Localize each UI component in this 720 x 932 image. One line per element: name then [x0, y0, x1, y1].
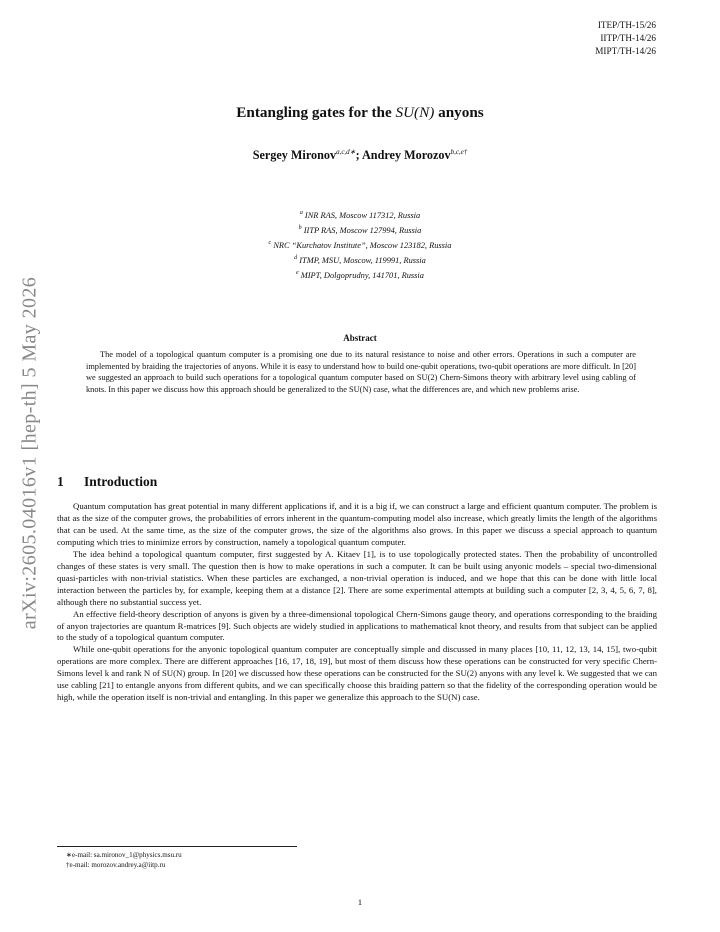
preprint-number: IITP/TH-14/26 [600, 33, 656, 43]
author-marks: a,c,d∗ [336, 148, 356, 156]
affiliation [0, 267, 720, 282]
page-number: 1 [357, 897, 363, 907]
author-marks: b,c,e† [450, 148, 468, 156]
author-separator: ; [355, 148, 362, 163]
footnotes [66, 851, 182, 870]
section-title: Introduction [84, 474, 158, 489]
preprint-numbers [595, 19, 656, 58]
author-name: Sergey Mironov [252, 148, 337, 163]
paragraph: Quantum computation has great potential in many different applications if, and it is a big if, we can construct a large and efficient quantum computer. The problem is that as the size of the computer grows, the probabilities of errors inherent in the quantum-computing model also increase, which greatly limits the length of the algorithms that can be used. At the same time, as the size of the computer grows, the size of the algorithms also grows. In this paper we discuss a special approach to quantum computing which tries to minimize errors by construction, namely a topological quantum computer. [57, 501, 657, 547]
affiliation-text: IITP RAS, Moscow 127994, Russia [303, 225, 422, 235]
affiliation-text: NRC “Kurchatov Institute”, Moscow 123182, Russia [273, 240, 452, 250]
affiliation-mark: a [299, 210, 303, 216]
abstract-text: The model of a topological quantum computer is a promising one due to its natural resistance to noise and other errors. Operations in such a computer are implemented by braiding the trajectories of anyons. While it is easy to understand how to build one-qubit operations, two-qubit operations are more difficult. In [20] we suggested an approach to build such operations for a topological quantum computer based on SU(2) Chern-Simons theory with arbitrary level using cabling of knots. In this paper we discuss how this approach should be generalized to the SU(N) case, what the differences are, and which new problems arise. [86, 350, 636, 394]
affiliation-mark: e [296, 269, 299, 276]
preprint-number: MIPT/TH-14/26 [595, 46, 656, 56]
paper-title [0, 104, 720, 122]
affiliation [0, 252, 720, 267]
arxiv-id: arXiv:2605.04016v1 [hep-th] 5 May 2026 [18, 276, 41, 630]
preprint-number: ITEP/TH-15/26 [597, 20, 656, 30]
abstract-heading: Abstract [343, 333, 377, 343]
affiliation [0, 237, 720, 252]
section-heading [57, 474, 157, 490]
author-list [0, 148, 720, 163]
affiliation-text: MIPT, Dolgoprudny, 141701, Russia [300, 270, 424, 280]
author-name: Andrey Morozov [362, 148, 451, 163]
affiliation [0, 222, 720, 237]
title-suffix: anyons [434, 104, 484, 121]
affiliations [0, 207, 720, 281]
affiliation-text: INR RAS, Moscow 117312, Russia [304, 210, 421, 220]
footnote: ∗e-mail: sa.mironov_1@physics.msu.ru [66, 851, 182, 859]
title-prefix: Entangling gates for the [236, 104, 396, 121]
introduction-body [57, 501, 657, 704]
footnote-rule [57, 846, 297, 847]
footnote: †e-mail: morozov.andrey.a@iitp.ru [66, 860, 166, 869]
affiliation-mark: c [268, 239, 272, 246]
paragraph: The idea behind a topological quantum computer, first suggested by A. Kitaev [1], is to use topologically protected states. Then the probability of uncontrolled changes of these states is very small. The question then is how to make operations in such a computer. It can be built using anyonic models – special two-dimensional quasi-particles with non-trivial statistics. When these particles are exchanged, a non-trivial operation is induced, and we hope that this can be done with little local interaction between the particles by, for example, keeping them at a distance [2]. There are some experimental attempts at building such a computer [2, 3, 4, 5, 6, 7, 8], although there no substantial success yet. [57, 548, 657, 607]
arxiv-stamp [12, 262, 48, 644]
title-math: SU(N) [395, 104, 435, 121]
affiliation-text: ITMP, MSU, Moscow, 119991, Russia [299, 255, 426, 265]
paragraph: An effective field-theory description of anyons is given by a three-dimensional topological Chern-Simons gauge theory, and operations corresponding to the braiding of anyon trajectories are quantum R-matrices [9]. Such objects are widely studied in applications to mathematical knot theory, and results from that subject can be applied to the study of a topological quantum computer. [57, 608, 657, 643]
affiliation-mark: d [294, 254, 298, 261]
affiliation-mark: b [298, 224, 302, 231]
section-number: 1 [57, 474, 64, 489]
paragraph: While one-qubit operations for the anyonic topological quantum computer are conceptually simple and discussed in many places [10, 11, 12, 13, 14, 15], two-qubit operations are more complex. There are different approaches [16, 17, 18, 19], but most of them discuss how these operations can be constructed for very specific Chern-Simons level k and rank N of SU(N) group. In [20] we discussed how these operations can be constructed for the SU(2) anyons with any level k. We suggested that we can use cabling [21] to entangle anyons from different qubits, and we can specifically choose this braiding pattern so that the fidelity of the corresponding operation would be high, while the operation itself is non-trivial and entangling. In this paper we generalize this approach to the SU(N) case. [57, 644, 657, 703]
affiliation [0, 207, 720, 222]
